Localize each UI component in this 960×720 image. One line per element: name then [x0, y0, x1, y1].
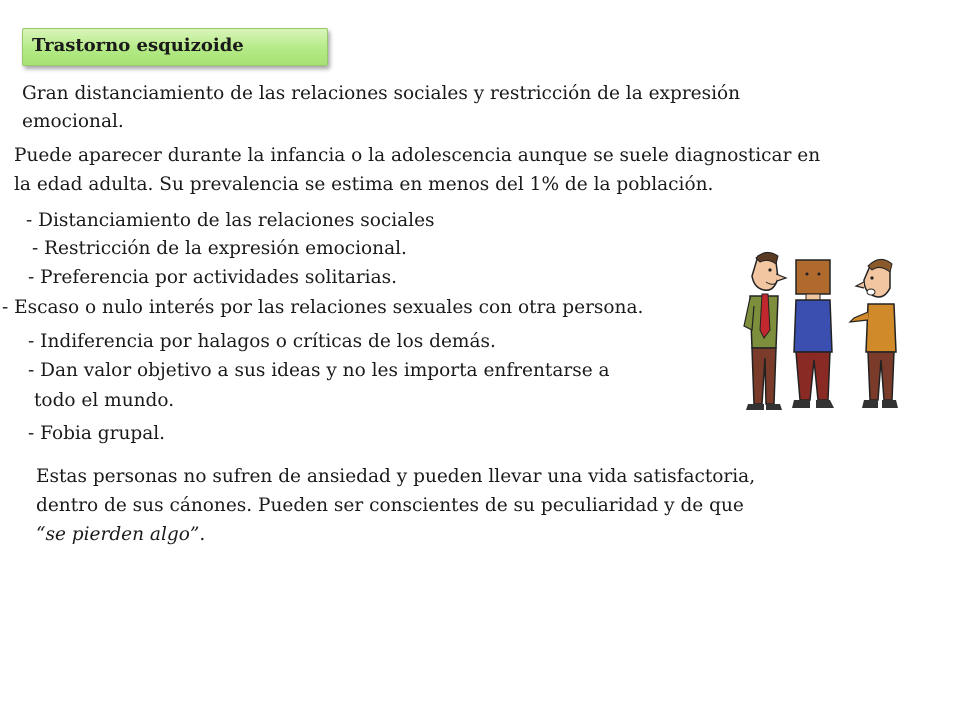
intro-line-2: emocional. [22, 111, 124, 132]
trait-item: - Distanciamiento de las relaciones sociales [26, 210, 435, 231]
closing-line-1: Estas personas no sufren de ansiedad y pueden llevar una vida satisfactoria, [36, 466, 756, 487]
trait-item: - Indiferencia por halagos o críticas de los demás. [28, 331, 496, 352]
closing-period: . [199, 524, 206, 545]
trait-item: - Fobia grupal. [28, 423, 166, 444]
closing-quote: “se pierden algo” [36, 524, 200, 545]
intro-line-1: Gran distanciamiento de las relaciones sociales y restricción de la expresión [22, 83, 741, 104]
left-man [744, 252, 786, 410]
trait-item: - Restricción de la expresión emocional. [32, 238, 407, 259]
closing-line-2: dentro de sus cánones. Pueden ser conscientes de su peculiaridad y de que [36, 495, 744, 516]
three-men-cartoon-icon [730, 248, 920, 414]
trait-item: - Preferencia por actividades solitarias. [28, 267, 398, 288]
closing-line-3 [36, 522, 205, 548]
title-box [22, 28, 328, 66]
onset-line-2: la edad adulta. Su prevalencia se estima en menos del 1% de la población. [14, 174, 714, 195]
right-man [850, 259, 898, 408]
slide-title: Trastorno esquizoide [32, 35, 244, 56]
onset-line-1: Puede aparecer durante la infancia o la adolescencia aunque se suele diagnosticar en [14, 145, 821, 166]
trait-item-continued: todo el mundo. [34, 390, 175, 411]
trait-item: - Escaso o nulo interés por las relaciones sexuales con otra persona. [2, 297, 644, 318]
trait-item: - Dan valor objetivo a sus ideas y no les importa enfrentarse a [28, 360, 610, 381]
box-head-man [792, 260, 834, 408]
